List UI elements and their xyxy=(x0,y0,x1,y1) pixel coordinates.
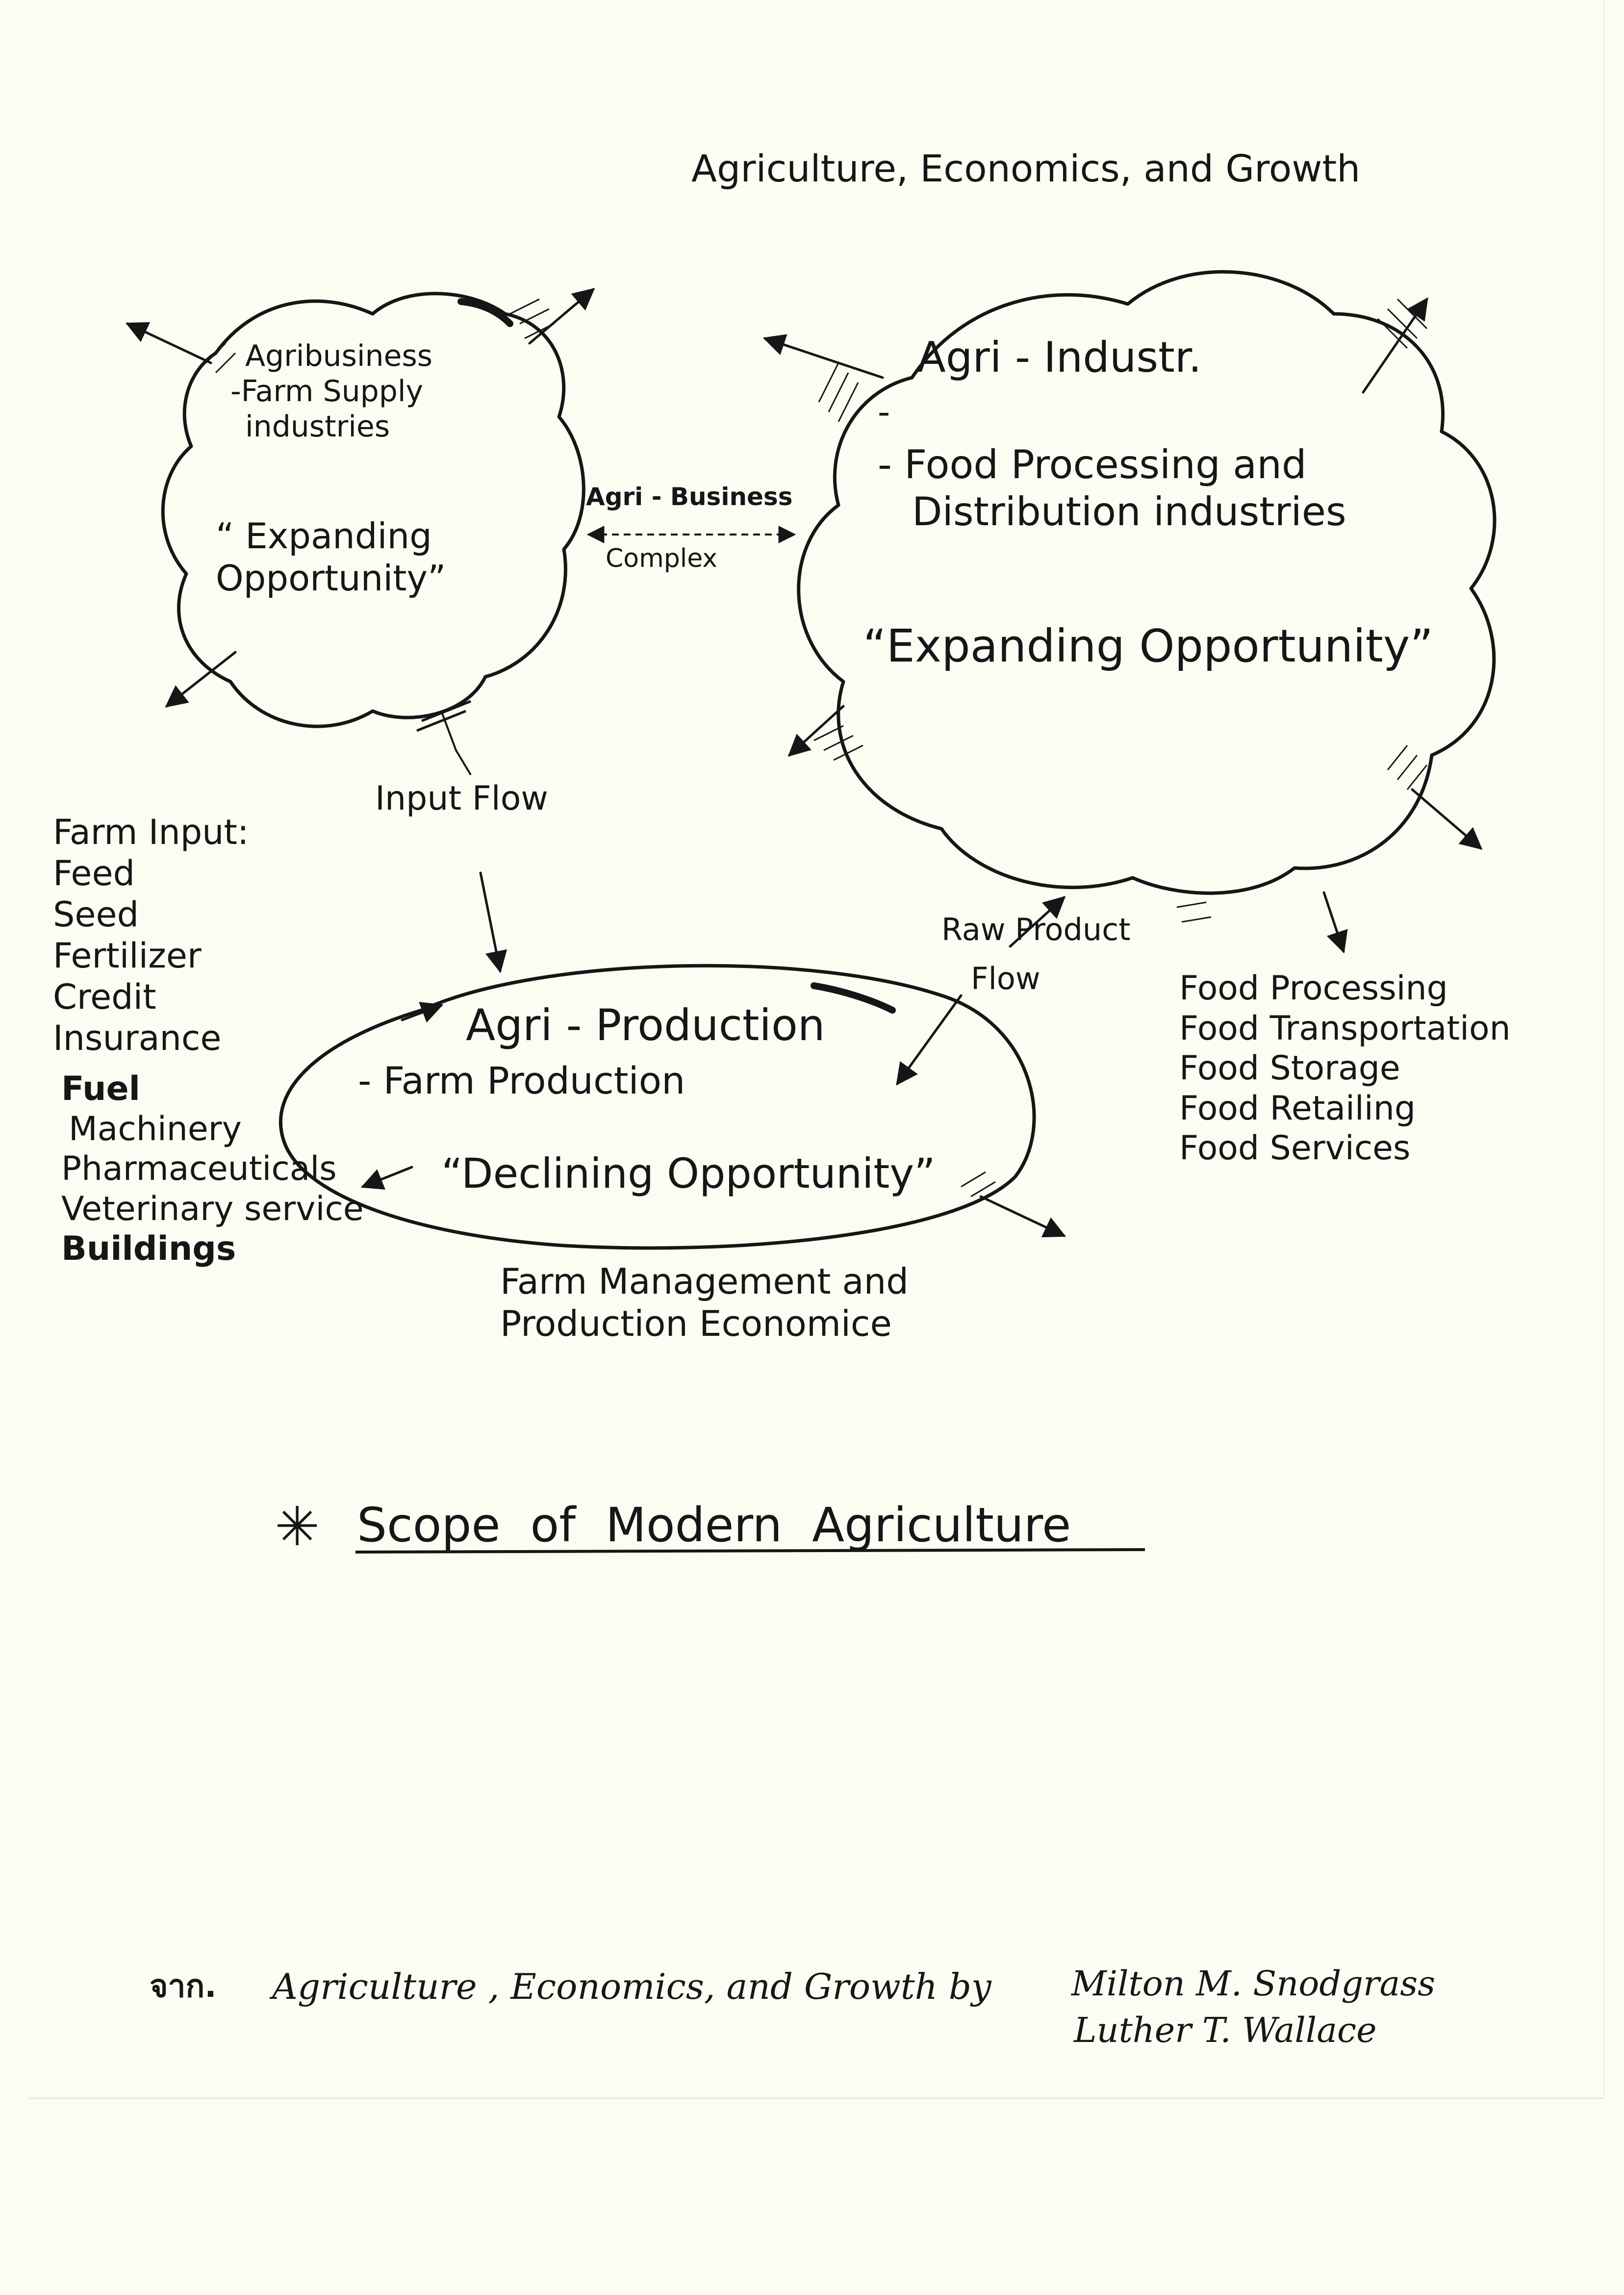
agri-industry-opportunity: “Expanding Opportunity” xyxy=(863,620,1433,672)
farm-input-item: Insurance xyxy=(53,1018,222,1058)
agribusiness-opportunity-line2: Opportunity” xyxy=(216,558,446,599)
citation-text: Agriculture , Economics, and Growth by xyxy=(272,1966,991,2007)
farm-input-item: Machinery xyxy=(69,1109,242,1148)
farm-input-list xyxy=(53,812,249,1059)
raw-product-flow-label: Flow xyxy=(971,961,1040,996)
farm-input-item: Fertilizer xyxy=(53,936,202,976)
citation-author2: Luther T. Wallace xyxy=(1074,2010,1377,2050)
citation-author1: Milton M. Snodgrass xyxy=(1071,1964,1436,2004)
complex-label: Complex xyxy=(606,544,718,573)
raw-product-label: Raw Product xyxy=(941,912,1131,947)
agribusiness-line2: industries xyxy=(245,409,390,444)
farm-management-line1: Farm Management and xyxy=(500,1261,909,1302)
farm-management-label xyxy=(500,1260,909,1345)
food-list-item: Food Services xyxy=(1179,1129,1411,1168)
food-list-item: Food Retailing xyxy=(1179,1089,1416,1128)
farm-input-item: Buildings xyxy=(61,1229,236,1269)
farm-input-item: Feed xyxy=(53,853,135,893)
agri-business-complex-label: Agri - Business xyxy=(586,483,793,511)
farm-management-line2: Production Economice xyxy=(500,1303,892,1345)
agribusiness-label xyxy=(230,338,432,444)
food-list-item: Food Storage xyxy=(1179,1049,1400,1088)
page-title: Agriculture, Economics, and Growth xyxy=(691,147,1361,190)
farm-input-heading: Farm Input: xyxy=(53,812,249,852)
farm-input-item: Pharmaceuticals xyxy=(61,1149,337,1189)
agribusiness-heading: Agribusiness xyxy=(245,339,432,373)
food-list xyxy=(1179,969,1511,1169)
farm-input-more-list xyxy=(61,1069,364,1269)
agri-production-opportunity: “Declining Opportunity” xyxy=(441,1149,936,1198)
scope-title: Scope of Modern Agriculture xyxy=(357,1498,1071,1553)
agri-industry-lines xyxy=(878,441,1346,536)
farm-input-item: Seed xyxy=(53,894,139,935)
agribusiness-line1: -Farm Supply xyxy=(230,374,424,408)
agri-industry-heading: Agri - Industr. xyxy=(917,333,1202,382)
farm-input-item: Fuel xyxy=(61,1070,140,1108)
agri-industry-dash: - xyxy=(878,392,890,432)
food-list-item: Food Processing xyxy=(1179,969,1448,1008)
scope-asterisk-icon: ✳ xyxy=(275,1495,320,1558)
agri-production-heading: Agri - Production xyxy=(466,1000,825,1050)
agribusiness-opportunity-line1: “ Expanding xyxy=(216,515,432,557)
agri-industry-line1: - Food Processing and xyxy=(878,442,1307,487)
food-list-item: Food Transportation xyxy=(1179,1009,1511,1048)
farm-input-item: Credit xyxy=(53,977,156,1017)
citation-prefix: จาก. xyxy=(150,1968,217,2005)
agri-industry-line2: Distribution industries xyxy=(912,489,1346,535)
farm-input-item: Veterinary service xyxy=(61,1189,364,1228)
agri-production-line1: - Farm Production xyxy=(358,1059,685,1102)
agribusiness-opportunity xyxy=(216,515,446,600)
input-flow-label: Input Flow xyxy=(375,779,548,818)
